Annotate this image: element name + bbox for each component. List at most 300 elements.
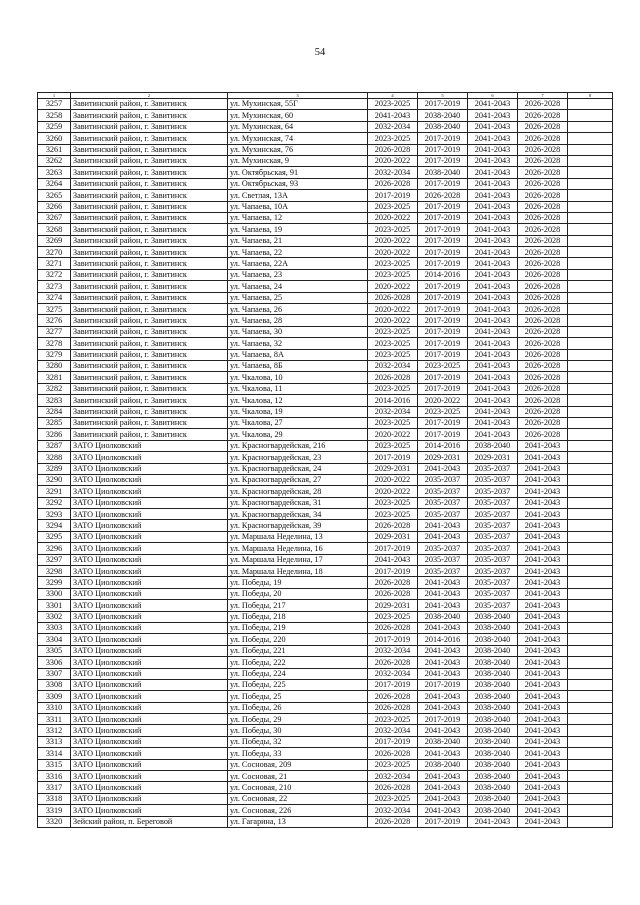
district-cell: Завитинский район, г. Завитинск — [71, 212, 228, 223]
period-cell-7: 2026-2028 — [518, 224, 568, 235]
table-row — [38, 224, 613, 235]
period-cell-5: 2014-2016 — [418, 440, 468, 451]
period-cell-5: 2017-2019 — [418, 281, 468, 292]
address-cell: ул. Чапаева, 26 — [228, 304, 368, 315]
period-cell-4: 2023-2025 — [368, 793, 418, 804]
period-cell-7: 2041-2043 — [518, 531, 568, 542]
table-row — [38, 121, 613, 132]
row-number-cell: 3298 — [38, 566, 71, 577]
table-row — [38, 702, 613, 713]
period-cell-4: 2023-2025 — [368, 133, 418, 144]
table-row — [38, 315, 613, 326]
row-number-cell: 3289 — [38, 463, 71, 474]
period-cell-6: 2041-2043 — [468, 292, 518, 303]
period-cell-6: 2041-2043 — [468, 383, 518, 394]
period-cell-6: 2038-2040 — [468, 668, 518, 679]
period-cell-7: 2026-2028 — [518, 212, 568, 223]
table-row — [38, 326, 613, 337]
district-cell: ЗАТО Циолковский — [71, 657, 228, 668]
table-row — [38, 736, 613, 747]
period-cell-7: 2026-2028 — [518, 326, 568, 337]
note-cell — [568, 406, 613, 417]
period-cell-4: 2026-2028 — [368, 691, 418, 702]
note-cell — [568, 725, 613, 736]
period-cell-7: 2041-2043 — [518, 691, 568, 702]
period-cell-5: 2017-2019 — [418, 338, 468, 349]
period-cell-5: 2038-2040 — [418, 736, 468, 747]
period-cell-6: 2038-2040 — [468, 725, 518, 736]
table-row — [38, 566, 613, 577]
period-cell-6: 2041-2043 — [468, 224, 518, 235]
period-cell-5: 2035-2037 — [418, 566, 468, 577]
address-cell: ул. Маршала Неделина, 16 — [228, 543, 368, 554]
table-row — [38, 406, 613, 417]
table-row — [38, 531, 613, 542]
period-cell-4: 2041-2043 — [368, 110, 418, 121]
period-cell-6: 2041-2043 — [468, 235, 518, 246]
period-cell-4: 2014-2016 — [368, 395, 418, 406]
period-cell-7: 2026-2028 — [518, 315, 568, 326]
period-cell-6: 2038-2040 — [468, 691, 518, 702]
note-cell — [568, 258, 613, 269]
period-cell-6: 2038-2040 — [468, 622, 518, 633]
note-cell — [568, 782, 613, 793]
period-cell-4: 2032-2034 — [368, 771, 418, 782]
district-cell: ЗАТО Циолковский — [71, 452, 228, 463]
note-cell — [568, 816, 613, 827]
note-cell — [568, 463, 613, 474]
period-cell-4: 2026-2028 — [368, 816, 418, 827]
period-cell-7: 2041-2043 — [518, 816, 568, 827]
table-row — [38, 611, 613, 622]
period-cell-4: 2023-2025 — [368, 224, 418, 235]
period-cell-6: 2038-2040 — [468, 440, 518, 451]
note-cell — [568, 178, 613, 189]
table-row — [38, 258, 613, 269]
period-cell-6: 2035-2037 — [468, 600, 518, 611]
table-body — [38, 93, 613, 828]
district-cell: Завитинский район, г. Завитинск — [71, 315, 228, 326]
note-cell — [568, 338, 613, 349]
table-row — [38, 395, 613, 406]
address-cell: ул. Чапаева, 23 — [228, 269, 368, 280]
period-cell-5: 2035-2037 — [418, 486, 468, 497]
period-cell-6: 2035-2037 — [468, 566, 518, 577]
period-cell-4: 2017-2019 — [368, 190, 418, 201]
period-cell-5: 2017-2019 — [418, 212, 468, 223]
period-cell-6: 2041-2043 — [468, 258, 518, 269]
district-cell: Завитинский район, г. Завитинск — [71, 406, 228, 417]
row-number-cell: 3259 — [38, 121, 71, 132]
row-number-cell: 3262 — [38, 155, 71, 166]
period-cell-5: 2017-2019 — [418, 417, 468, 428]
district-cell: Завитинский район, г. Завитинск — [71, 190, 228, 201]
period-cell-7: 2041-2043 — [518, 611, 568, 622]
period-cell-4: 2023-2025 — [368, 349, 418, 360]
period-cell-5: 2041-2043 — [418, 463, 468, 474]
period-cell-7: 2041-2043 — [518, 759, 568, 770]
district-cell: ЗАТО Циолковский — [71, 725, 228, 736]
period-cell-4: 2023-2025 — [368, 338, 418, 349]
address-cell: ул. Красногвардейская, 216 — [228, 440, 368, 451]
note-cell — [568, 759, 613, 770]
table-row — [38, 99, 613, 110]
row-number-cell: 3310 — [38, 702, 71, 713]
district-cell: Завитинский район, г. Завитинск — [71, 99, 228, 110]
note-cell — [568, 144, 613, 155]
row-number-cell: 3258 — [38, 110, 71, 121]
period-cell-6: 2038-2040 — [468, 736, 518, 747]
period-cell-7: 2026-2028 — [518, 201, 568, 212]
row-number-cell: 3306 — [38, 657, 71, 668]
district-cell: Завитинский район, г. Завитинск — [71, 144, 228, 155]
period-cell-6: 2041-2043 — [468, 212, 518, 223]
address-cell: ул. Победы, 19 — [228, 577, 368, 588]
address-cell: ул. Победы, 32 — [228, 736, 368, 747]
period-cell-6: 2041-2043 — [468, 190, 518, 201]
address-cell: ул. Чапаева, 22А — [228, 258, 368, 269]
period-cell-6: 2041-2043 — [468, 281, 518, 292]
period-cell-7: 2041-2043 — [518, 577, 568, 588]
period-cell-7: 2041-2043 — [518, 748, 568, 759]
district-cell: Завитинский район, г. Завитинск — [71, 417, 228, 428]
note-cell — [568, 554, 613, 565]
period-cell-5: 2038-2040 — [418, 611, 468, 622]
address-cell: ул. Чапаева, 24 — [228, 281, 368, 292]
note-cell — [568, 634, 613, 645]
table-row — [38, 668, 613, 679]
row-number-cell: 3271 — [38, 258, 71, 269]
period-cell-7: 2041-2043 — [518, 600, 568, 611]
note-cell — [568, 304, 613, 315]
period-cell-4: 2026-2028 — [368, 622, 418, 633]
period-cell-6: 2035-2037 — [468, 543, 518, 554]
district-cell: Завитинский район, г. Завитинск — [71, 326, 228, 337]
table-row — [38, 338, 613, 349]
row-number-cell: 3283 — [38, 395, 71, 406]
district-cell: ЗАТО Циолковский — [71, 748, 228, 759]
period-cell-4: 2023-2025 — [368, 611, 418, 622]
note-cell — [568, 224, 613, 235]
period-cell-4: 2026-2028 — [368, 144, 418, 155]
address-cell: ул. Мухинская, 64 — [228, 121, 368, 132]
period-cell-4: 2029-2031 — [368, 531, 418, 542]
note-cell — [568, 645, 613, 656]
table-row — [38, 793, 613, 804]
period-cell-4: 2032-2034 — [368, 360, 418, 371]
period-cell-4: 2026-2028 — [368, 372, 418, 383]
period-cell-5: 2017-2019 — [418, 224, 468, 235]
address-cell: ул. Мухинская, 76 — [228, 144, 368, 155]
period-cell-4: 2017-2019 — [368, 452, 418, 463]
period-cell-6: 2041-2043 — [468, 349, 518, 360]
period-cell-4: 2020-2022 — [368, 486, 418, 497]
row-number-cell: 3311 — [38, 714, 71, 725]
row-number-cell: 3291 — [38, 486, 71, 497]
district-cell: Завитинский район, г. Завитинск — [71, 258, 228, 269]
address-cell: ул. Чкалова, 10 — [228, 372, 368, 383]
period-cell-7: 2041-2043 — [518, 452, 568, 463]
row-number-cell: 3268 — [38, 224, 71, 235]
address-cell: ул. Красногвардейская, 31 — [228, 497, 368, 508]
address-cell: ул. Победы, 29 — [228, 714, 368, 725]
note-cell — [568, 622, 613, 633]
note-cell — [568, 190, 613, 201]
row-number-cell: 3286 — [38, 429, 71, 440]
period-cell-7: 2026-2028 — [518, 121, 568, 132]
address-cell: ул. Октябрьская, 93 — [228, 178, 368, 189]
table-row — [38, 269, 613, 280]
period-cell-4: 2017-2019 — [368, 543, 418, 554]
period-cell-7: 2026-2028 — [518, 155, 568, 166]
table-row — [38, 691, 613, 702]
note-cell — [568, 372, 613, 383]
row-number-cell: 3302 — [38, 611, 71, 622]
table-row — [38, 417, 613, 428]
address-cell: ул. Чапаева, 8Б — [228, 360, 368, 371]
table-row — [38, 144, 613, 155]
row-number-cell: 3312 — [38, 725, 71, 736]
table-row — [38, 304, 613, 315]
period-cell-4: 2017-2019 — [368, 566, 418, 577]
address-cell: ул. Сосновая, 209 — [228, 759, 368, 770]
address-cell: ул. Победы, 218 — [228, 611, 368, 622]
period-cell-6: 2041-2043 — [468, 360, 518, 371]
address-cell: ул. Мухинская, 9 — [228, 155, 368, 166]
period-cell-7: 2041-2043 — [518, 474, 568, 485]
period-cell-6: 2041-2043 — [468, 110, 518, 121]
period-cell-7: 2026-2028 — [518, 190, 568, 201]
period-cell-4: 2032-2034 — [368, 406, 418, 417]
period-cell-5: 2026-2028 — [418, 190, 468, 201]
period-cell-7: 2041-2043 — [518, 782, 568, 793]
period-cell-7: 2041-2043 — [518, 509, 568, 520]
period-cell-7: 2026-2028 — [518, 258, 568, 269]
period-cell-6: 2029-2031 — [468, 452, 518, 463]
note-cell — [568, 543, 613, 554]
row-number-cell: 3297 — [38, 554, 71, 565]
row-number-cell: 3305 — [38, 645, 71, 656]
period-cell-5: 2041-2043 — [418, 668, 468, 679]
row-number-cell: 3303 — [38, 622, 71, 633]
period-cell-4: 2017-2019 — [368, 736, 418, 747]
period-cell-4: 2020-2022 — [368, 247, 418, 258]
period-cell-7: 2026-2028 — [518, 383, 568, 394]
period-cell-7: 2041-2043 — [518, 771, 568, 782]
period-cell-6: 2035-2037 — [468, 554, 518, 565]
district-cell: Завитинский район, г. Завитинск — [71, 133, 228, 144]
period-cell-7: 2026-2028 — [518, 372, 568, 383]
period-cell-6: 2041-2043 — [468, 326, 518, 337]
note-cell — [568, 702, 613, 713]
address-cell: ул. Победы, 30 — [228, 725, 368, 736]
period-cell-5: 2041-2043 — [418, 600, 468, 611]
district-cell: Завитинский район, г. Завитинск — [71, 155, 228, 166]
district-cell: Завитинский район, г. Завитинск — [71, 395, 228, 406]
note-cell — [568, 793, 613, 804]
table-row — [38, 235, 613, 246]
address-cell: ул. Маршала Неделина, 18 — [228, 566, 368, 577]
period-cell-6: 2041-2043 — [468, 395, 518, 406]
row-number-cell: 3309 — [38, 691, 71, 702]
district-cell: Завитинский район, г. Завитинск — [71, 304, 228, 315]
period-cell-5: 2017-2019 — [418, 816, 468, 827]
address-cell: ул. Сосновая, 226 — [228, 805, 368, 816]
district-cell: ЗАТО Циолковский — [71, 577, 228, 588]
period-cell-5: 2041-2043 — [418, 577, 468, 588]
period-cell-5: 2041-2043 — [418, 588, 468, 599]
period-cell-4: 2023-2025 — [368, 417, 418, 428]
district-cell: ЗАТО Циолковский — [71, 622, 228, 633]
period-cell-6: 2041-2043 — [468, 167, 518, 178]
address-cell: ул. Чапаева, 28 — [228, 315, 368, 326]
row-number-cell: 3279 — [38, 349, 71, 360]
column-number-header: 3 — [228, 93, 368, 99]
period-cell-6: 2038-2040 — [468, 759, 518, 770]
table-row — [38, 360, 613, 371]
table-row — [38, 190, 613, 201]
period-cell-4: 2029-2031 — [368, 600, 418, 611]
district-cell: ЗАТО Циолковский — [71, 645, 228, 656]
table-row — [38, 281, 613, 292]
period-cell-5: 2038-2040 — [418, 167, 468, 178]
row-number-cell: 3319 — [38, 805, 71, 816]
period-cell-4: 2020-2022 — [368, 429, 418, 440]
period-cell-4: 2029-2031 — [368, 463, 418, 474]
period-cell-7: 2041-2043 — [518, 725, 568, 736]
district-cell: ЗАТО Циолковский — [71, 736, 228, 747]
period-cell-7: 2041-2043 — [518, 588, 568, 599]
address-cell: ул. Победы, 219 — [228, 622, 368, 633]
table-row — [38, 679, 613, 690]
period-cell-5: 2017-2019 — [418, 178, 468, 189]
column-number-header: 2 — [71, 93, 228, 99]
row-number-cell: 3308 — [38, 679, 71, 690]
period-cell-6: 2038-2040 — [468, 793, 518, 804]
address-cell: ул. Красногвардейская, 28 — [228, 486, 368, 497]
district-cell: ЗАТО Циолковский — [71, 634, 228, 645]
row-number-cell: 3278 — [38, 338, 71, 349]
period-cell-5: 2017-2019 — [418, 315, 468, 326]
period-cell-5: 2020-2022 — [418, 395, 468, 406]
district-cell: Завитинский район, г. Завитинск — [71, 338, 228, 349]
period-cell-5: 2017-2019 — [418, 155, 468, 166]
period-cell-5: 2017-2019 — [418, 714, 468, 725]
period-cell-4: 2023-2025 — [368, 258, 418, 269]
period-cell-6: 2035-2037 — [468, 474, 518, 485]
period-cell-4: 2026-2028 — [368, 702, 418, 713]
row-number-cell: 3269 — [38, 235, 71, 246]
period-cell-6: 2038-2040 — [468, 782, 518, 793]
row-number-cell: 3281 — [38, 372, 71, 383]
period-cell-4: 2023-2025 — [368, 497, 418, 508]
period-cell-7: 2041-2043 — [518, 440, 568, 451]
period-cell-6: 2041-2043 — [468, 372, 518, 383]
address-cell: ул. Сосновая, 22 — [228, 793, 368, 804]
row-number-cell: 3265 — [38, 190, 71, 201]
period-cell-5: 2017-2019 — [418, 201, 468, 212]
address-cell: ул. Победы, 25 — [228, 691, 368, 702]
period-cell-5: 2035-2037 — [418, 474, 468, 485]
period-cell-4: 2023-2025 — [368, 440, 418, 451]
address-cell: ул. Чапаева, 32 — [228, 338, 368, 349]
row-number-cell: 3277 — [38, 326, 71, 337]
period-cell-6: 2038-2040 — [468, 657, 518, 668]
period-cell-4: 2026-2028 — [368, 178, 418, 189]
period-cell-6: 2038-2040 — [468, 611, 518, 622]
period-cell-4: 2032-2034 — [368, 167, 418, 178]
address-cell: ул. Мухинская, 55Г — [228, 99, 368, 110]
district-cell: ЗАТО Циолковский — [71, 691, 228, 702]
column-number-header: 6 — [468, 93, 518, 99]
period-cell-7: 2026-2028 — [518, 178, 568, 189]
district-cell: ЗАТО Циолковский — [71, 714, 228, 725]
row-number-cell: 3296 — [38, 543, 71, 554]
address-cell: ул. Чкалова, 19 — [228, 406, 368, 417]
period-cell-7: 2041-2043 — [518, 805, 568, 816]
address-cell: ул. Победы, 220 — [228, 634, 368, 645]
district-cell: Завитинский район, г. Завитинск — [71, 383, 228, 394]
period-cell-5: 2041-2043 — [418, 645, 468, 656]
period-cell-5: 2035-2037 — [418, 543, 468, 554]
table-row — [38, 782, 613, 793]
period-cell-7: 2026-2028 — [518, 338, 568, 349]
district-cell: ЗАТО Циолковский — [71, 486, 228, 497]
table-row — [38, 520, 613, 531]
period-cell-6: 2035-2037 — [468, 588, 518, 599]
row-number-cell: 3295 — [38, 531, 71, 542]
table-row — [38, 133, 613, 144]
address-cell: ул. Светлая, 13А — [228, 190, 368, 201]
period-cell-5: 2017-2019 — [418, 429, 468, 440]
row-number-cell: 3273 — [38, 281, 71, 292]
period-cell-6: 2041-2043 — [468, 144, 518, 155]
note-cell — [568, 440, 613, 451]
row-number-cell: 3320 — [38, 816, 71, 827]
period-cell-7: 2041-2043 — [518, 497, 568, 508]
period-cell-6: 2038-2040 — [468, 748, 518, 759]
address-cell: ул. Красногвардейская, 39 — [228, 520, 368, 531]
note-cell — [568, 395, 613, 406]
note-cell — [568, 714, 613, 725]
row-number-cell: 3317 — [38, 782, 71, 793]
note-cell — [568, 600, 613, 611]
table-row — [38, 634, 613, 645]
row-number-cell: 3280 — [38, 360, 71, 371]
district-cell: ЗАТО Циолковский — [71, 509, 228, 520]
note-cell — [568, 577, 613, 588]
period-cell-7: 2041-2043 — [518, 622, 568, 633]
period-cell-5: 2041-2043 — [418, 691, 468, 702]
address-cell: ул. Чкалова, 29 — [228, 429, 368, 440]
district-cell: Завитинский район, г. Завитинск — [71, 167, 228, 178]
period-cell-5: 2017-2019 — [418, 133, 468, 144]
period-cell-4: 2017-2019 — [368, 679, 418, 690]
period-cell-5: 2017-2019 — [418, 99, 468, 110]
district-cell: ЗАТО Циолковский — [71, 543, 228, 554]
period-cell-6: 2038-2040 — [468, 645, 518, 656]
table-row — [38, 622, 613, 633]
district-cell: ЗАТО Циолковский — [71, 793, 228, 804]
row-number-cell: 3314 — [38, 748, 71, 759]
address-cell: ул. Красногвардейская, 24 — [228, 463, 368, 474]
note-cell — [568, 486, 613, 497]
district-cell: ЗАТО Циолковский — [71, 497, 228, 508]
period-cell-6: 2035-2037 — [468, 463, 518, 474]
period-cell-4: 2017-2019 — [368, 634, 418, 645]
district-cell: ЗАТО Циолковский — [71, 759, 228, 770]
row-number-cell: 3274 — [38, 292, 71, 303]
